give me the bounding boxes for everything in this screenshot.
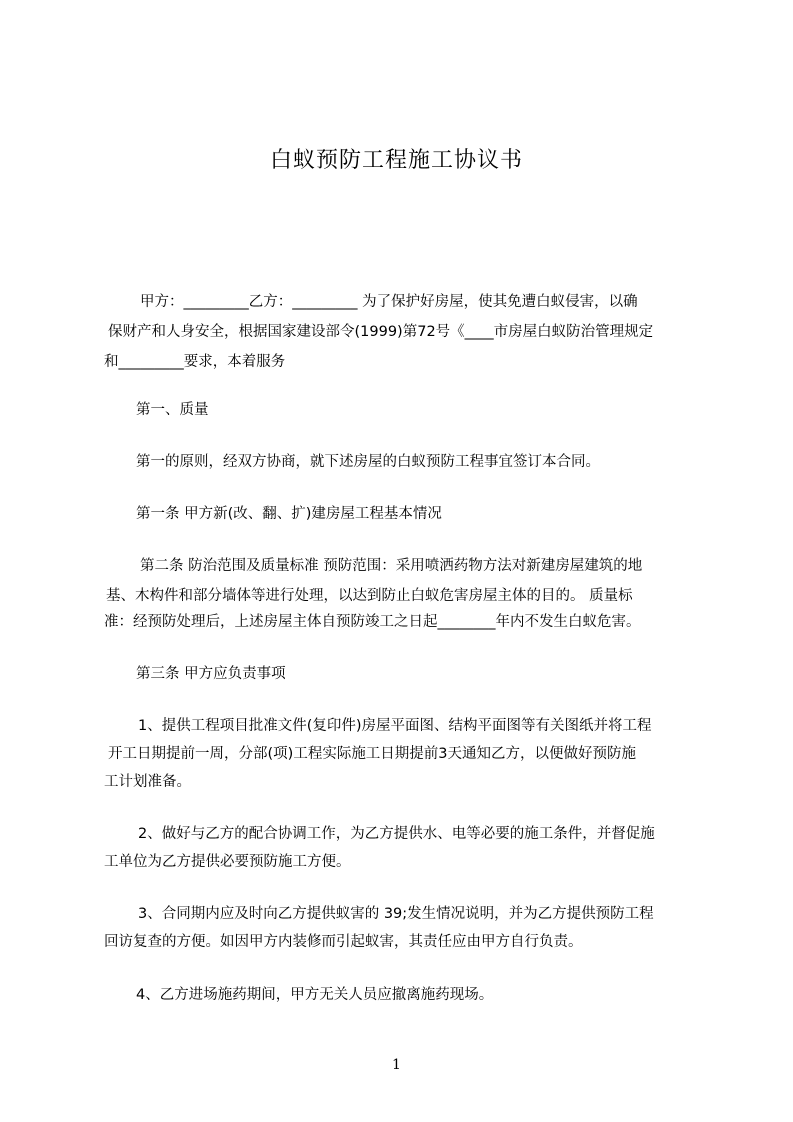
paragraph-line: 3、合同期内应及时向乙方提供蚁害的 39;发生情况说明，并为乙方提供预防工程 <box>138 906 654 922</box>
paragraph-line: 基、木构件和部分墙体等进行处理，以达到防止白蚁危害房屋主体的目的。 质量标 <box>106 588 633 604</box>
page-number: 1 <box>392 1057 401 1073</box>
paragraph-line: 第二条 防治范围及质量标准 预防范围：采用喷洒药物方法对新建房屋建筑的地 <box>140 558 643 574</box>
paragraph-line: 工单位为乙方提供必要预防施工方便。 <box>104 854 351 870</box>
paragraph-line: 准：经预防处理后，上述房屋主体自预防竣工之日起________年内不发生白蚁危害。 <box>104 614 641 630</box>
paragraph-line: 开工日期提前一周，分部(项)工程实际施工日期提前3天通知乙方，以便做好预防施 <box>108 746 637 762</box>
paragraph-line: 甲方：_________乙方：_________ 为了保护好房屋，使其免遭白蚁侵害，以确 <box>140 294 638 310</box>
section-heading: 第一、质量 <box>136 402 209 418</box>
paragraph-line: 1、提供工程项目批准文件(复印件)房屋平面图、结构平面图等有关图纸并将工程 <box>138 718 652 734</box>
article-heading: 第三条 甲方应负责事项 <box>136 666 286 682</box>
paragraph-line: 4、乙方进场施药期间，甲方无关人员应撤离施药现场。 <box>136 987 494 1003</box>
paragraph-line: 保财产和人身安全，根据国家建设部令(1999)第72号《____市房屋白蚁防治管理规定 <box>108 324 654 340</box>
paragraph-line: 2、做好与乙方的配合协调工作，为乙方提供水、电等必要的施工条件，并督促施 <box>138 826 655 842</box>
paragraph-line: 工计划准备。 <box>104 774 191 790</box>
paragraph-line: 回访复查的方便。如因甲方内装修而引起蚁害，其责任应由甲方自行负责。 <box>104 934 583 950</box>
article-heading: 第一条 甲方新(改、翻、扩)建房屋工程基本情况 <box>136 506 442 522</box>
paragraph-line: 第一的原则，经双方协商，就下述房屋的白蚁预防工程事宜签订本合同。 <box>136 454 600 470</box>
document-title: 白蚁预防工程施工协议书 <box>269 148 523 173</box>
paragraph-line: 和_________要求，本着服务 <box>104 354 286 370</box>
